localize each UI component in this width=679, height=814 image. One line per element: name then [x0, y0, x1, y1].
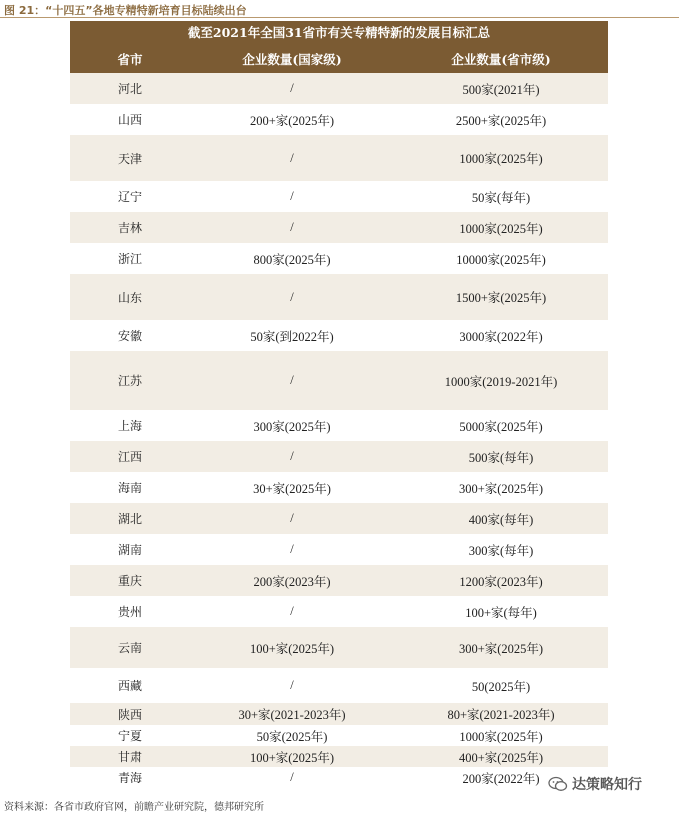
national-cell: /: [290, 678, 294, 692]
national-cell: /: [290, 81, 294, 95]
table-row: [70, 767, 608, 788]
provincial-cell: 100+家(每年): [465, 605, 537, 620]
national-cell: 30+家(2025年): [253, 481, 331, 496]
table-body: [70, 73, 608, 788]
national-cell: 200+家(2025年): [249, 113, 335, 128]
table-row: [70, 135, 608, 181]
national-cell: 50家(到2022年): [250, 329, 334, 344]
province-cell: 青海: [117, 771, 142, 785]
table-row: [70, 243, 608, 274]
column-header-province: 省市: [117, 52, 143, 67]
national-cell: /: [290, 604, 294, 618]
provincial-cell: 1000家(2025年): [459, 221, 543, 236]
province-cell: 重庆: [117, 574, 142, 588]
national-cell: 200家(2023年): [253, 574, 331, 589]
province-cell: 上海: [117, 419, 142, 433]
national-cell: /: [290, 542, 294, 556]
national-cell: 100+家(2025年): [249, 750, 335, 765]
province-cell: 天津: [117, 151, 142, 166]
province-cell: 云南: [117, 641, 142, 655]
province-cell: 西藏: [117, 679, 142, 693]
provincial-cell: 50家(每年): [471, 190, 531, 205]
provincial-cell: 400+家(2025年): [458, 750, 544, 765]
table-row: [70, 725, 608, 746]
provincial-cell: 200家(2022年): [462, 771, 540, 786]
table-row: [70, 668, 608, 703]
national-cell: /: [290, 220, 294, 234]
national-cell: /: [290, 289, 294, 304]
provincial-cell: 1500+家(2025年): [455, 291, 547, 305]
province-cell: 河北: [117, 82, 142, 96]
province-cell: 海南: [117, 481, 142, 495]
table-row: [70, 410, 608, 441]
figure-caption: 图 21：“十四五”各地专精特新培育目标陆续出台: [4, 4, 247, 17]
column-header-national: 企业数量(国家级): [242, 52, 342, 67]
provincial-cell: 3000家(2022年): [459, 329, 543, 344]
provincial-cell: 500家(每年): [468, 450, 534, 465]
province-cell: 吉林: [117, 221, 142, 235]
table-row: [70, 746, 608, 767]
watermark: [548, 774, 642, 794]
table-row: [70, 274, 608, 320]
provincial-cell: 400家(每年): [468, 512, 534, 527]
provincial-cell: 1000家(2025年): [459, 152, 543, 166]
wechat-icon: [548, 776, 568, 792]
national-cell: /: [290, 150, 294, 165]
caption-divider: [0, 17, 679, 18]
provincial-cell: 1000家(2025年): [459, 729, 543, 744]
table-row: [70, 320, 608, 351]
table-header: [70, 21, 608, 73]
province-cell: 山西: [117, 113, 142, 127]
table-row: [70, 441, 608, 472]
province-cell: 江苏: [117, 374, 142, 388]
source-note: 资料来源：各省市政府官网，前瞻产业研究院，德邦研究所: [4, 802, 264, 813]
table-row: [70, 703, 608, 725]
national-cell: /: [290, 511, 294, 525]
national-cell: 300家(2025年): [253, 419, 331, 434]
province-cell: 宁夏: [117, 729, 142, 743]
targets-table: [70, 21, 608, 788]
table-row: [70, 351, 608, 410]
column-headers: [70, 45, 608, 73]
national-cell: 800家(2025年): [253, 252, 331, 267]
province-cell: 甘肃: [117, 750, 142, 764]
watermark-text: 达策略知行: [572, 777, 642, 793]
province-cell: 湖北: [117, 512, 142, 526]
national-cell: /: [290, 449, 294, 463]
national-cell: 30+家(2021-2023年): [238, 708, 346, 722]
table-row: [70, 596, 608, 627]
national-cell: /: [290, 373, 294, 387]
province-cell: 湖南: [117, 543, 142, 557]
national-cell: /: [290, 189, 294, 203]
table-row: [70, 565, 608, 596]
column-header-provincial: 企业数量(省市级): [451, 52, 551, 67]
provincial-cell: 300+家(2025年): [458, 641, 544, 656]
table-title: 截至2021年全国31省市有关专精特新的发展目标汇总: [187, 25, 491, 40]
provincial-cell: 80+家(2021-2023年): [447, 708, 555, 722]
province-cell: 辽宁: [117, 190, 142, 204]
provincial-cell: 300+家(2025年): [458, 481, 544, 496]
table-row: [70, 627, 608, 668]
table-row: [70, 104, 608, 135]
provincial-cell: 10000家(2025年): [456, 252, 546, 267]
national-cell: 100+家(2025年): [249, 641, 335, 656]
national-cell: 50家(2025年): [256, 729, 328, 744]
province-cell: 陕西: [117, 707, 142, 722]
table-row: [70, 472, 608, 503]
table-row: [70, 181, 608, 212]
provincial-cell: 500家(2021年): [462, 82, 540, 97]
provincial-cell: 1000家(2019-2021年): [444, 374, 558, 389]
table-row: [70, 212, 608, 243]
provincial-cell: 1200家(2023年): [459, 574, 543, 589]
province-cell: 山东: [117, 290, 142, 305]
province-cell: 安徽: [117, 329, 142, 343]
provincial-cell: 2500+家(2025年): [455, 113, 547, 128]
table-row: [70, 73, 608, 104]
province-cell: 浙江: [117, 252, 142, 266]
provincial-cell: 300家(每年): [468, 543, 534, 558]
table-row: [70, 534, 608, 565]
national-cell: /: [290, 770, 294, 784]
table-row: [70, 503, 608, 534]
province-cell: 贵州: [117, 605, 142, 619]
province-cell: 江西: [117, 450, 142, 464]
provincial-cell: 5000家(2025年): [459, 419, 543, 434]
provincial-cell: 50(2025年): [471, 679, 531, 694]
